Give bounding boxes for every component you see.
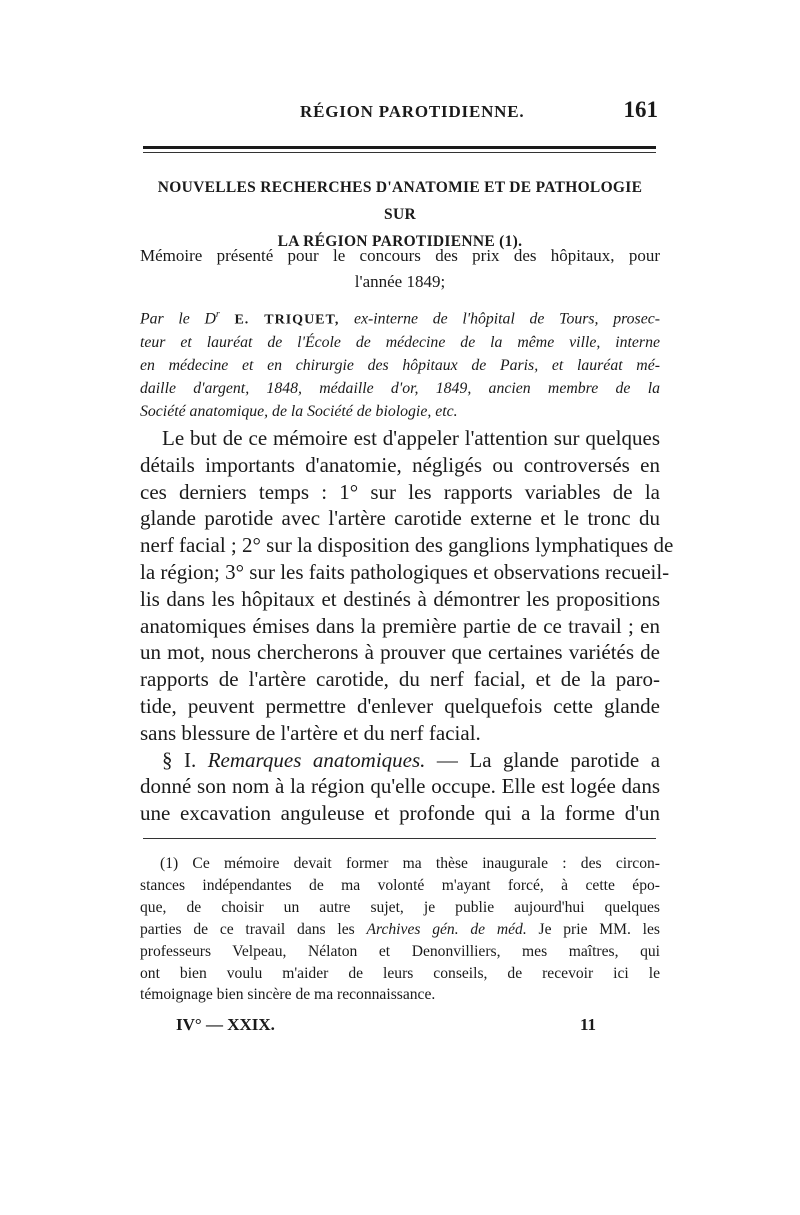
subtitle-line: Mémoire présenté pour le concours des prix des hôpitaux, pour — [140, 246, 660, 265]
byline-line — [140, 303, 660, 331]
body-line: ces derniers temps : 1° sur les rapports variables de la — [140, 479, 660, 504]
byline-line: teur et lauréat de l'École de médecine de la même ville, interne — [140, 334, 660, 352]
body-line: détails importants d'anatomie, négligés ou controversés en — [140, 452, 660, 477]
section-heading-line — [140, 747, 660, 774]
footnote-line: ont bien voulu m'aider de leurs conseils, de recevoir ici le — [140, 964, 660, 982]
footnote-line4-pre: parties de ce travail dans les — [140, 920, 367, 938]
volume-mark: IV° — XXIX. — [176, 1015, 275, 1034]
footnote-line: que, de choisir un autre sujet, je publie aujourd'hui quelques — [140, 898, 660, 916]
subtitle — [140, 243, 660, 295]
footnote-line: (1) Ce mémoire devait former ma thèse inaugurale : des circon- — [160, 855, 660, 872]
body-line: rapports de l'artère carotide, du nerf facial, et de la paro- — [140, 667, 660, 692]
footnote-line — [140, 919, 660, 941]
footnote-journal: Archives gén. de méd. — [366, 920, 527, 938]
header-rule — [143, 146, 656, 149]
body-line: nerf facial ; 2° sur la disposition des ganglions lymphatiques de — [140, 533, 674, 558]
byline-line: daille d'argent, 1848, médaille d'or, 1849, ancien membre de la — [140, 380, 660, 398]
body-line: sans blessure de l'artère et du nerf facial. — [140, 720, 481, 745]
footnote — [140, 853, 660, 1006]
header-rule-thin — [143, 152, 656, 153]
body-line: un mot, nous chercherons à prouver que certaines variétés de — [140, 640, 660, 665]
gathering-number: 11 — [580, 1015, 597, 1034]
author-name: E. TRIQUET, — [234, 312, 340, 328]
page-number: 161 — [623, 97, 658, 122]
printer-signature — [140, 1015, 660, 1039]
body-line: la région; 3° sur les faits pathologiques et observations recueil- — [140, 559, 670, 584]
byline-line1-rest: ex-interne de l'hôpital de Tours, prosec- — [339, 310, 660, 328]
body-text — [140, 425, 674, 827]
footnote-line4-post: Je prie MM. les — [526, 920, 660, 938]
footnote-line: professeurs Velpeau, Nélaton et Denonvilliers, mes maîtres, qui — [140, 942, 660, 960]
title-line: LA RÉGION PAROTIDIENNE (1). — [277, 233, 523, 250]
section-line1-rest: — La glande parotide a — [425, 747, 661, 772]
body-line: une excavation anguleuse et profonde qui a la forme d'un — [140, 801, 660, 826]
title-line: NOUVELLES RECHERCHES D'ANATOMIE ET DE PATHOLOGIE SUR — [157, 179, 643, 223]
subtitle-line: l'année 1849; — [354, 272, 446, 291]
byline-prefix-sup: r — [215, 309, 220, 320]
byline-line: Société anatomique, de la Société de biologie, etc. — [140, 403, 458, 421]
body-line: lis dans les hôpitaux et destinés à démontrer les propositions — [140, 586, 660, 611]
section-title: Remarques anatomiques. — [207, 747, 426, 772]
body-line: tide, peuvent permettre d'enlever quelquefois cette glande — [140, 693, 660, 718]
body-line: donné son nom à la région qu'elle occupe. Elle est logée dans — [140, 774, 660, 799]
author-byline — [140, 303, 660, 423]
byline-line: en médecine et en chirurgie des hôpitaux de Paris, et lauréat mé- — [140, 357, 660, 375]
footnote-line: stances indépendantes de ma volonté m'ayant forcé, à cette épo- — [140, 876, 660, 894]
body-line: anatomiques émises dans la première partie de ce travail ; en — [140, 613, 660, 638]
body-line: glande parotide avec l'artère carotide externe et le tronc du — [140, 506, 660, 531]
byline-prefix: Par le D — [140, 310, 216, 328]
body-line: Le but de ce mémoire est d'appeler l'attention sur quelques — [162, 426, 660, 450]
running-title: RÉGION PAROTIDIENNE. — [300, 102, 525, 121]
footnote-rule — [143, 838, 656, 839]
footnote-line: témoignage bien sincère de ma reconnaissance. — [140, 986, 436, 1004]
section-mark: § I. — [162, 747, 197, 772]
running-head — [140, 98, 660, 128]
